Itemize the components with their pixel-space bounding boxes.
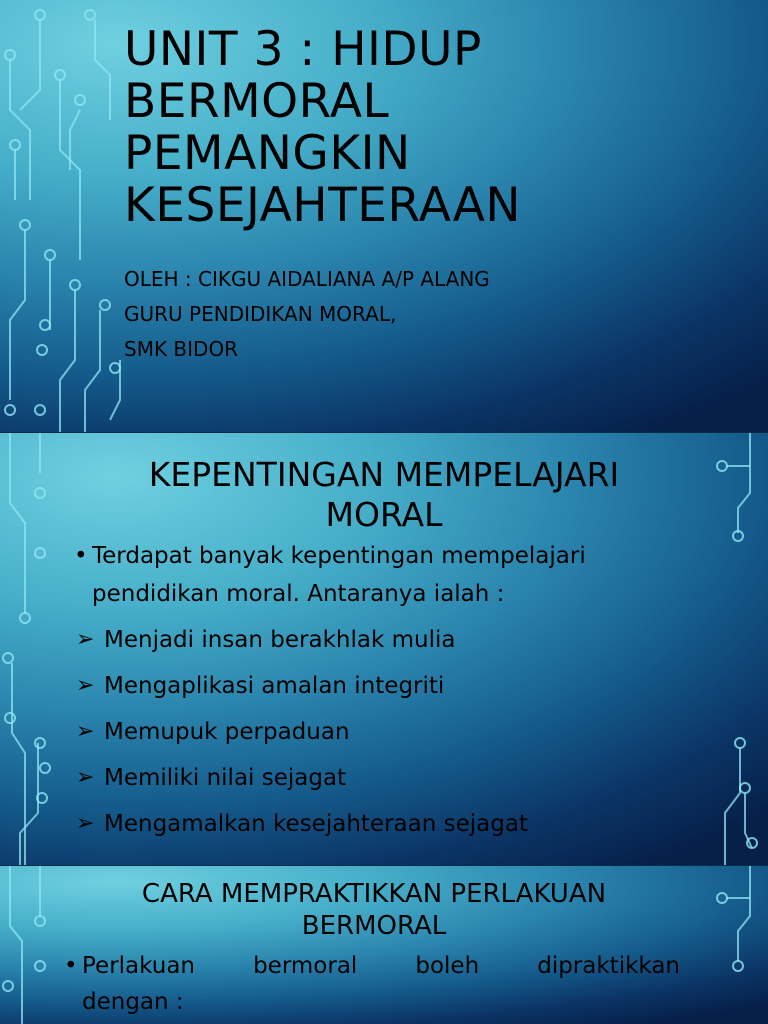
arrow-bullet-icon: ➢: [76, 627, 95, 652]
list-item: [74, 621, 714, 659]
circuit-decoration-left: [0, 433, 80, 865]
title-line: KESEJAHTERAAN: [124, 178, 522, 233]
title-line: CARA MEMPRAKTIKKAN PERLAKUAN: [141, 879, 607, 909]
slide-3: [0, 866, 768, 1024]
title-line: UNIT 3 : HIDUP: [124, 22, 482, 77]
word: dipraktikkan: [537, 953, 680, 979]
list-item-text: Mengaplikasi amalan integriti: [104, 673, 445, 699]
intro-bullet: [74, 537, 714, 613]
slide-2-title: [100, 455, 668, 535]
slide-3-title: [80, 878, 668, 942]
list-item-text: Memupuk perpaduan: [104, 719, 350, 745]
list-item: [74, 759, 714, 797]
list-item-text: Mengamalkan kesejahteraan sejagat: [104, 811, 528, 837]
list-item: [74, 667, 714, 705]
slide-2-body: [74, 537, 714, 843]
arrow-bullet-icon: ➢: [76, 765, 95, 790]
list-item-text: Memiliki nilai sejagat: [104, 765, 347, 791]
intro-text: Terdapat banyak kepentingan mempelajari pendidikan moral. Antaranya ialah :: [92, 543, 586, 607]
slide-1: [0, 0, 768, 432]
circuit-decoration-right: [700, 866, 768, 1024]
arrow-bullet-icon: ➢: [76, 673, 95, 698]
bullet-line: [64, 948, 680, 984]
position-line: GURU PENDIDIKAN MORAL,: [124, 302, 397, 326]
bullet-dot: •: [74, 543, 88, 569]
list-item: [74, 713, 714, 751]
author-line: OLEH : CIKGU AIDALIANA A/P ALANG: [124, 267, 490, 291]
title-line: BERMORAL: [124, 74, 390, 129]
word: boleh: [415, 953, 480, 979]
slide-1-subtitle: [124, 262, 724, 367]
slide-1-title: [124, 24, 684, 232]
bullet-dot: •: [64, 953, 78, 979]
arrow-bullet-icon: ➢: [76, 811, 95, 836]
title-line: MORAL: [325, 495, 443, 534]
list-item-text: Menjadi insan berakhlak mulia: [104, 627, 456, 653]
school-line: SMK BIDOR: [124, 337, 239, 361]
word: bermoral: [253, 953, 358, 979]
continuation-line: dengan :: [82, 989, 184, 1015]
arrow-bullet-icon: ➢: [76, 719, 95, 744]
list-item: [74, 805, 714, 843]
title-line: PEMANGKIN: [124, 126, 411, 181]
title-line: BERMORAL: [301, 911, 447, 941]
word: Perlakuan: [82, 953, 196, 979]
title-line: KEPENTINGAN MEMPELAJARI: [148, 455, 620, 494]
circuit-decoration-left: [0, 866, 60, 1024]
slide-2: [0, 433, 768, 865]
slide-3-body: [64, 948, 680, 1020]
